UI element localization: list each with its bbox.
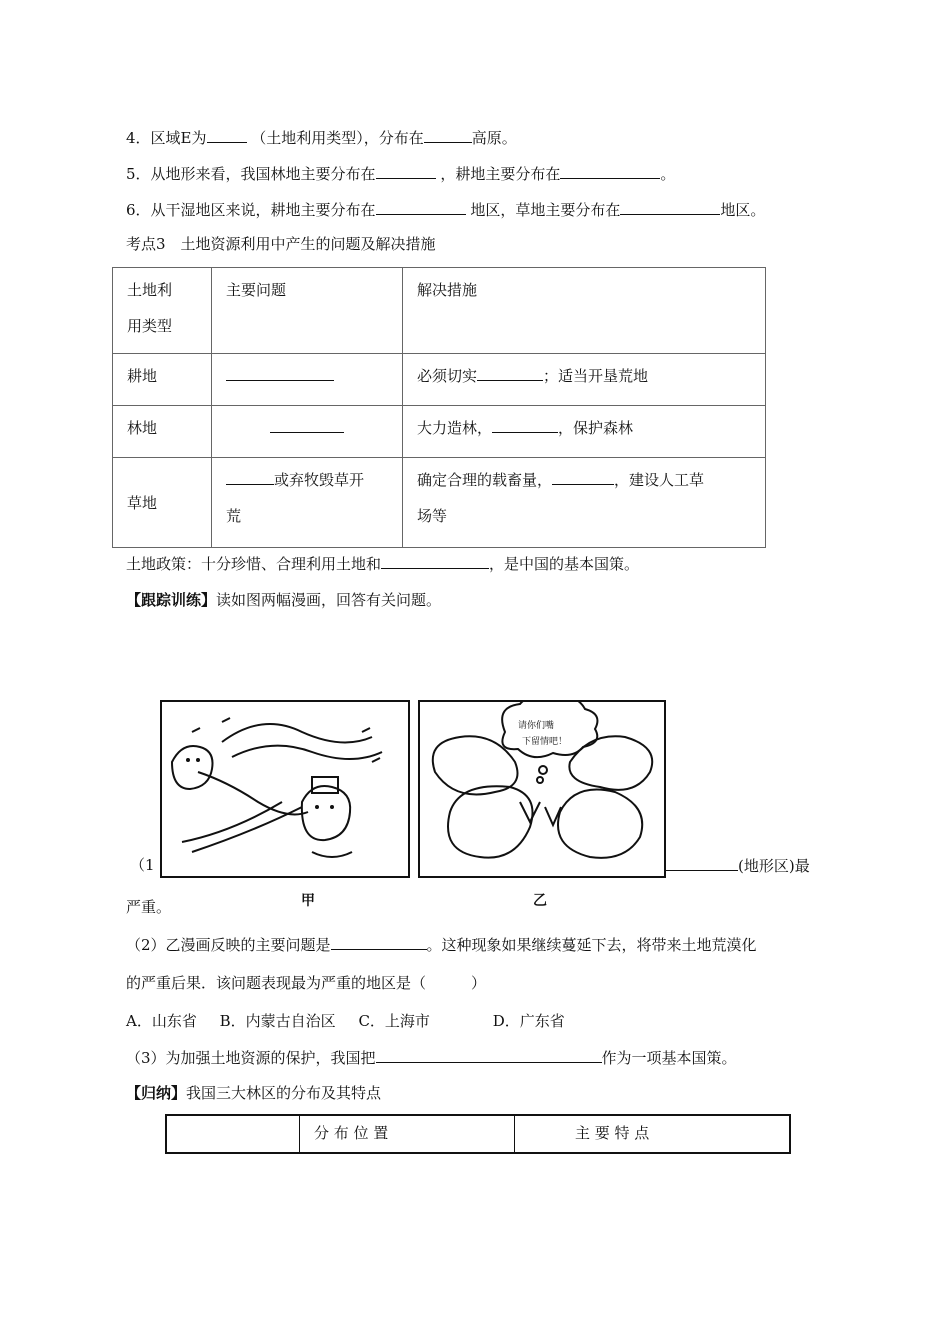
question-1-cont: 严重。 [126,898,172,916]
blank[interactable] [376,163,436,179]
blank[interactable] [477,365,543,381]
question-5: 5．从地形来看，我国林地主要分布在 ，耕地主要分布在 。 [126,165,676,183]
table-cell: 必须切实 ；适当开垦荒地 [403,354,766,406]
table-header-cell: 解决措施 [403,268,766,354]
question-4: 4．区域E为 （土地利用类型），分布在 高原。 [126,129,517,147]
option-d[interactable]: D．广东省 [492,1012,565,1030]
question-2-cont: 的严重后果．该问题表现最为严重的地区是（ ） [126,974,487,992]
blank[interactable] [552,469,614,485]
option-b[interactable]: B．内蒙古自治区 [219,1012,336,1030]
table-cell: 耕地 [113,354,212,406]
table-cell: 草地 [113,458,212,548]
table-header-cell: 主 要 特 点 [515,1115,791,1153]
blank[interactable] [331,934,427,950]
training-heading: 【跟踪训练】读如图两幅漫画，回答有关问题。 [126,591,442,609]
comic-caption-jia: 甲 [301,893,315,909]
blank[interactable] [376,199,466,215]
question-2: （2）乙漫画反映的主要问题是 。这种现象如果继续蔓延下去，将带来土地荒漠化 [126,936,757,954]
blank[interactable] [620,199,720,215]
comic-yi [418,700,666,878]
blank[interactable] [226,365,334,381]
blank[interactable] [664,855,738,871]
table-cell: 林地 [113,406,212,458]
bubble-text-1: 请你们嘴 [518,721,555,731]
blank[interactable] [376,1047,602,1063]
question-6: 6．从干湿地区来说，耕地主要分布在 地区，草地主要分布在 地区。 [126,201,766,219]
comic-jia [160,700,410,878]
table-cell: 大力造林， ，保护森林 [403,406,766,458]
blank[interactable] [381,553,489,569]
blank[interactable] [492,417,558,433]
blank[interactable] [424,127,472,143]
option-c[interactable]: C．上海市 [358,1012,430,1030]
blank[interactable] [226,469,274,485]
question-3: （3）为加强土地资源的保护，我国把 作为一项基本国策。 [126,1049,737,1067]
blank[interactable] [207,127,247,143]
question-1-start: （1 [130,856,155,874]
land-problems-table [112,267,766,548]
table-cell: 确定合理的载畜量， ，建设人工草 场等 [403,458,766,548]
table-header-cell [166,1115,300,1153]
table-cell: 或弃牧毁草开 荒 [212,458,403,548]
comic-jia-drawing [162,702,408,876]
blank[interactable] [560,163,660,179]
option-a[interactable]: A．山东省 [126,1012,197,1030]
summary-heading: 【归纳】我国三大林区的分布及其特点 [126,1084,382,1102]
comic-yi-drawing [420,702,664,876]
table-cell [212,354,403,406]
forest-regions-table [165,1114,791,1154]
question-1-end: (地形区)最 [664,855,810,876]
table-header-cell: 土地利 用类型 [113,268,212,354]
blank[interactable] [270,417,344,433]
table-header-cell: 主要问题 [212,268,403,354]
table-header-cell: 分 布 位 置 [300,1115,515,1153]
bubble-text-2: 下留情吧！ [522,737,568,747]
table-cell [212,406,403,458]
comic-caption-yi: 乙 [533,893,547,909]
section-heading-kd3: 考点3 土地资源利用中产生的问题及解决措施 [126,235,436,253]
land-policy: 土地政策：十分珍惜、合理利用土地和 ，是中国的基本国策。 [126,555,640,573]
question-2-options [126,1011,565,1031]
